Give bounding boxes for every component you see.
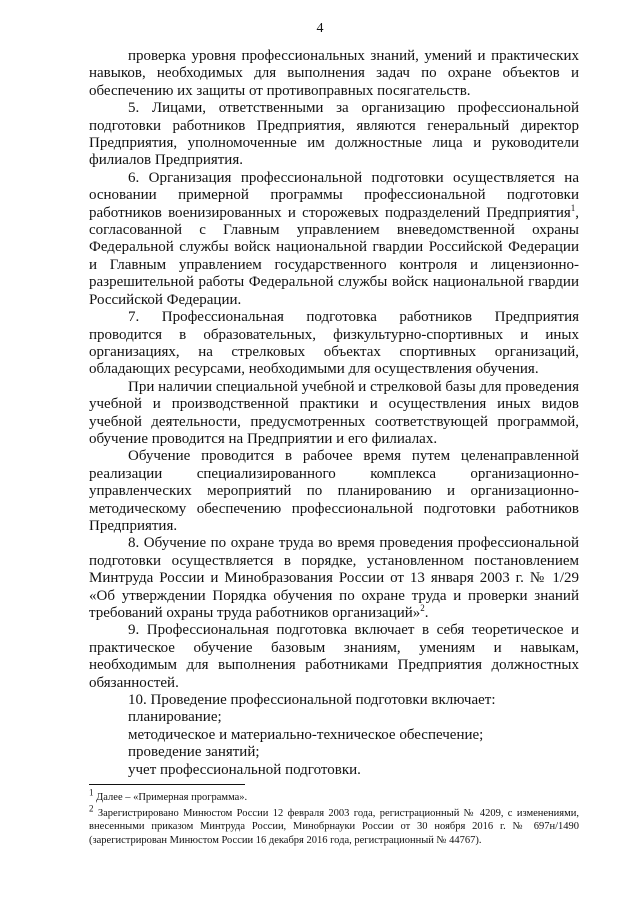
document-body	[89, 48, 579, 779]
footnote-mark-2: 2	[89, 803, 94, 813]
footnote-2	[89, 803, 579, 848]
paragraph-6	[89, 170, 579, 309]
list-item: методическое и материально-техническое обеспечение;	[128, 726, 484, 743]
footnote-1-text: Далее – «Примерная программа».	[93, 792, 248, 803]
paragraph-continuation: проверка уровня профессиональных знаний, умений и практических навыков, необходимых для выполнения задач по охране объектов и обеспечению их защиты от противоправных посягательств.	[89, 48, 579, 99]
footnote-2-text: Зарегистрировано Минюстом России 12 февраля 2003 года, регистрационный № 4209, с изменениями, внесенными приказом Минтруда России, Минобрнауки России от 30 ноября 2016 г. № 697н/1490 (зарегистрирован Минюстом России 16 декабря 2016 года, регистрационный № 44767).	[89, 807, 579, 846]
paragraph-8-text-end: .	[424, 605, 429, 621]
list-item: проведение занятий;	[128, 744, 260, 761]
footnote-1	[89, 787, 579, 805]
paragraph-5: 5. Лицами, ответственными за организацию профессиональной подготовки работников Предприятия, являются генеральный директор Предприятия, уполномоченные им должностные лица и руководители филиалов Предприятия.	[89, 100, 579, 169]
footnote-divider	[89, 784, 245, 785]
paragraph-7: 7. Профессиональная подготовка работников Предприятия проводится в образовательных, физкультурно-спортивных и иных организациях, на стрелковых объектах спортивных организаций, обладающих ресурсами, необходимыми для осуществления обучения.	[89, 309, 579, 378]
paragraph-8-text-start: 8. Обучение по охране труда во время проведения профессиональной подготовки осуществляется в порядке, установленном постановлением Минтруда России и Минобразования России от 13 января 2003 г. № 1/29 «Об утверждении Порядка обучения по охране труда и проверки знаний требований охраны труда работников организаций»	[89, 535, 579, 621]
page-number: 4	[316, 21, 324, 36]
paragraph-7-base: При наличии специальной учебной и стрелковой базы для проведения учебной и производственной практики и осуществления иных видов учебной деятельности, предусмотренных соответствующей программой, обучение проводится на Предприятии и его филиалах.	[89, 378, 579, 447]
paragraph-10: 10. Проведение профессиональной подготовки включает:	[128, 692, 496, 709]
paragraph-9: 9. Профессиональная подготовка включает в себя теоретическое и практическое обучение базовым знаниям, умениям и навыкам, необходимым для выполнения работниками Предприятия должностных обязанностей.	[89, 622, 579, 691]
list-item: учет профессиональной подготовки.	[128, 761, 361, 778]
paragraph-6-text-start: 6. Организация профессиональной подготовки осуществляется на основании примерной программы профессиональной подготовки работников военизированных и сторожевых подразделений Предприятия	[89, 169, 579, 221]
footnote-ref-1: 1	[570, 202, 576, 213]
paragraph-7-worktime: Обучение проводится в рабочее время путем целенаправленной реализации специализированного комплекса организационно-управленческих мероприятий по планированию и организационно-методическому обеспечению профессиональной подготовки работников Предприятия.	[89, 448, 579, 534]
footnote-ref-2: 2	[420, 603, 425, 613]
footnotes	[89, 787, 579, 847]
footnote-mark-1: 1	[89, 787, 94, 798]
paragraph-8	[89, 535, 579, 622]
paragraph-6-text-end: , согласованной с Главным управлением вневедомственной охраны Федеральной службы войск национальной гвардии Российской Федерации и Главным управлением государственного контроля и лицензионно-разрешительной работы Федеральной службы войск национальной гвардии Российской Федерации.	[89, 204, 579, 308]
list-item: планирование;	[128, 709, 222, 726]
